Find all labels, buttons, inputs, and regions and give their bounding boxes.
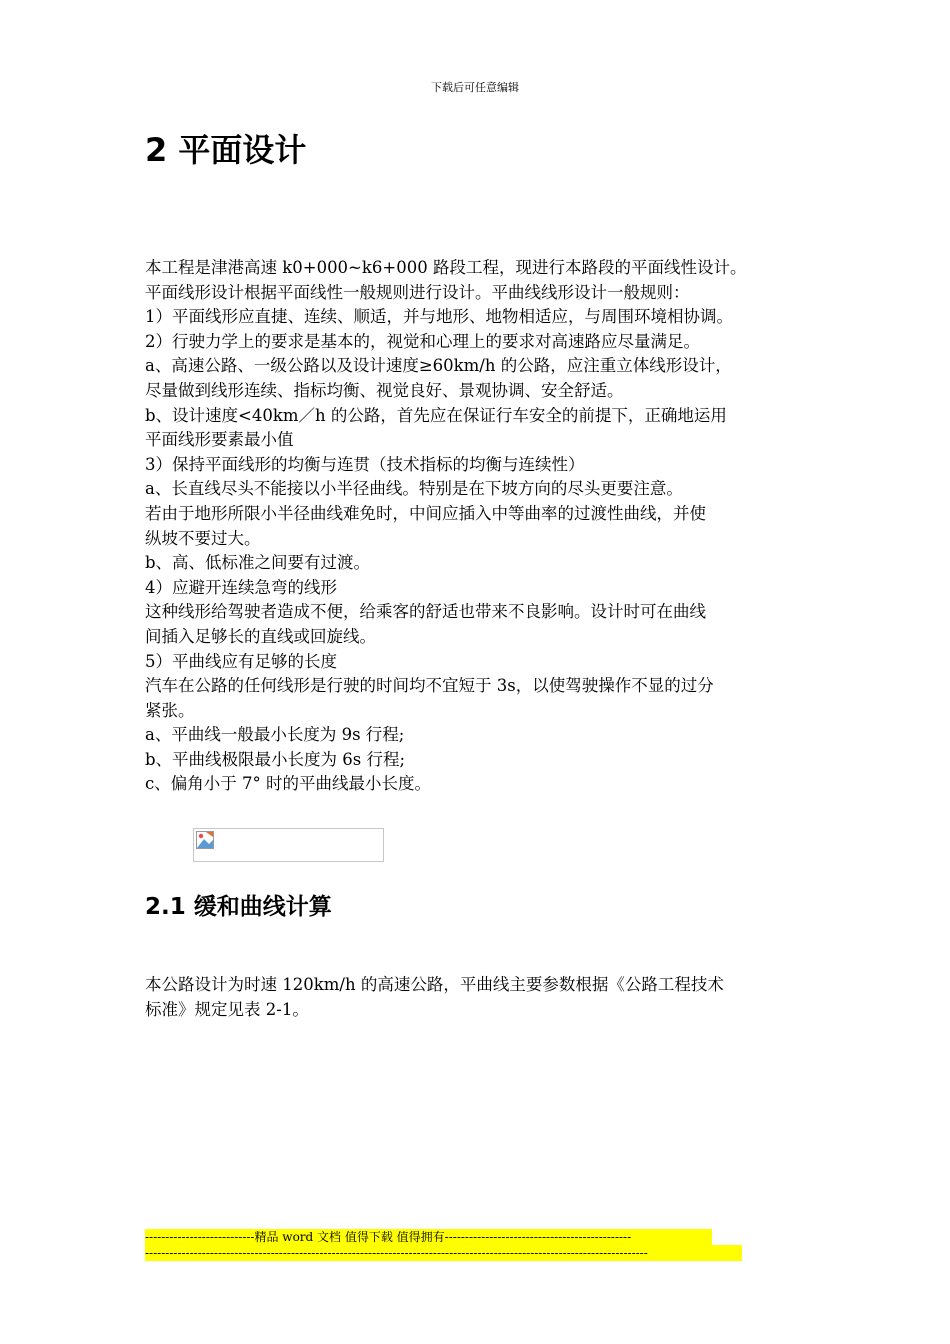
page-header: 下载后可任意编辑 — [431, 81, 519, 94]
paragraph-line: 若由于地形所限小半径曲线难免时，中间应插入中等曲率的过渡性曲线，并使 — [145, 503, 706, 523]
paragraph-line: 5）平曲线应有足够的长度 — [145, 651, 337, 671]
broken-image-icon — [196, 831, 214, 849]
footer-line: ---------------------------------------------------------------------------------------------------------------------------- — [145, 1245, 742, 1261]
paragraph-line: 3）保持平面线形的均衡与连贯（技术指标的均衡与连续性） — [145, 454, 585, 474]
paragraph-line: 本工程是津港高速 k0+000~k6+000 路段工程，现进行本路段的平面线性设计。 — [145, 258, 747, 277]
paragraph-line: 4）应避开连续急弯的线形 — [145, 577, 337, 597]
paragraph-line: 标准》规定见表 2-1。 — [145, 999, 309, 1019]
paragraph-line: b、高、低标准之间要有过渡。 — [145, 553, 371, 573]
subsection-body — [145, 973, 815, 1022]
paragraph-line: b、平曲线极限最小长度为 6s 行程; — [145, 749, 406, 769]
section-body — [145, 256, 815, 797]
section-title: 2 平面设计 — [145, 131, 307, 169]
paragraph-line: 2）行驶力学上的要求是基本的，视觉和心理上的要求对高速路应尽量满足。 — [145, 331, 700, 351]
paragraph-line: 平面线形要素最小值 — [145, 430, 294, 450]
footer-line: ---------------------------精品 word 文档 值得下载 值得拥有---------------------------------------------- — [145, 1229, 712, 1245]
paragraph-line: a、长直线尽头不能接以小半径曲线。特别是在下坡方向的尽头更要注意。 — [145, 479, 683, 499]
paragraph-line: 紧张。 — [145, 700, 195, 720]
paragraph-line: b、设计速度<40km／h 的公路，首先应在保证行车安全的前提下，正确地运用 — [145, 405, 727, 425]
paragraph-line: 间插入足够长的直线或回旋线。 — [145, 626, 376, 646]
paragraph-line: 汽车在公路的任何线形是行驶的时间均不宜短于 3s，以使驾驶操作不显的过分 — [145, 676, 714, 696]
image-placeholder — [193, 828, 384, 862]
paragraph-line: a、平曲线一般最小长度为 9s 行程; — [145, 725, 405, 745]
paragraph-line: 平面线形设计根据平面线性一般规则进行设计。平曲线线形设计一般规则： — [145, 282, 690, 302]
paragraph-line: 纵坡不要过大。 — [145, 528, 261, 548]
page-footer — [145, 1229, 742, 1261]
paragraph-line: a、高速公路、一级公路以及设计速度≥60km/h 的公路，应注重立体线形设计， — [145, 356, 732, 376]
paragraph-line: 本公路设计为时速 120km/h 的高速公路，平曲线主要参数根据《公路工程技术 — [145, 975, 724, 994]
paragraph-line: 1）平面线形应直捷、连续、顺适，并与地形、地物相适应，与周围环境相协调。 — [145, 307, 733, 327]
paragraph-line: c、偏角小于 7° 时的平曲线最小长度。 — [145, 774, 431, 794]
paragraph-line: 尽量做到线形连续、指标均衡、视觉良好、景观协调、安全舒适。 — [145, 380, 624, 400]
subsection-title: 2.1 缓和曲线计算 — [145, 894, 332, 920]
paragraph-line: 这种线形给驾驶者造成不便，给乘客的舒适也带来不良影响。设计时可在曲线 — [145, 602, 706, 622]
